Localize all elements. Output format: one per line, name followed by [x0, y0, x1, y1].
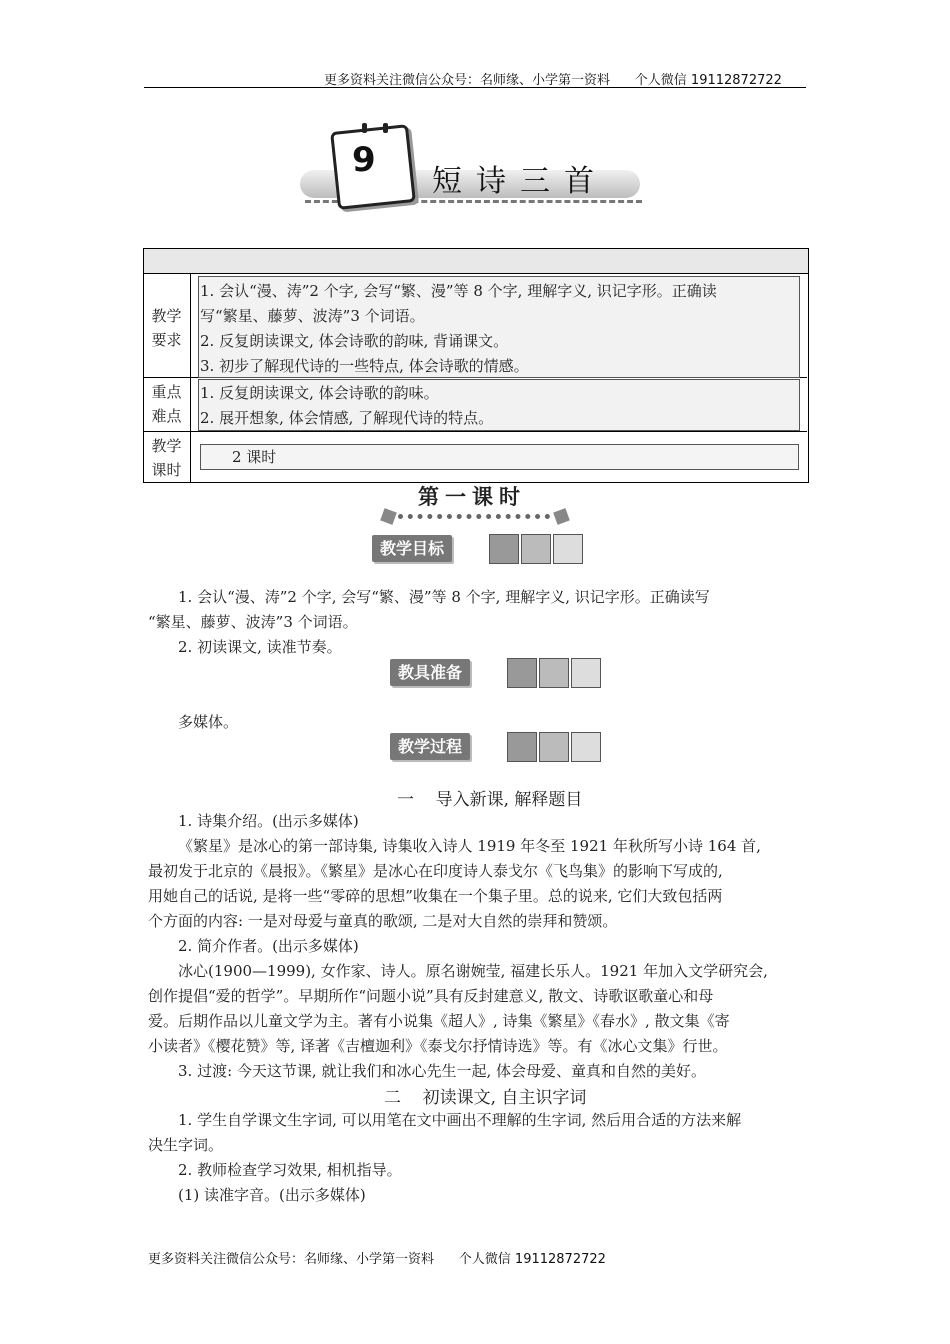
table-cell-frame — [200, 444, 799, 470]
section-title: 第一课时 — [418, 485, 526, 509]
body-line: (1) 读准字音。(出示多媒体) — [178, 1186, 366, 1204]
table-row-content: 2 课时 — [232, 448, 277, 466]
header-rule — [144, 87, 806, 88]
tag-block — [553, 534, 583, 564]
body-line: 个方面的内容: 一是对母爱与童真的歌颂, 二是对大自然的崇拜和赞颂。 — [148, 912, 618, 930]
row-label: 重点 难点 — [151, 383, 182, 425]
tag-block — [539, 658, 569, 688]
body-line: 冰心(1900—1999), 女作家、诗人。原名谢婉莹, 福建长乐人。1921 年加入文学研究会, — [178, 962, 768, 980]
goal-line: 2. 初读课文, 读准节奏。 — [178, 638, 342, 656]
table-row-content: 1. 反复朗读课文, 体会诗歌的韵味。 2. 展开想象, 体会情感, 了解现代诗的特点。 — [200, 384, 494, 427]
section-dotted-rule — [398, 514, 550, 519]
lesson-title: 短诗三首 — [432, 164, 608, 199]
body-line: 3. 过渡: 今天这节课, 就让我们和冰心先生一起, 体会母爱、童真和自然的美好。 — [178, 1062, 706, 1080]
body-line: 小读者》《樱花赞》等, 译著《吉檀迦利》《泰戈尔抒情诗选》等。有《冰心文集》行世。 — [148, 1037, 728, 1055]
part-heading: 二 初读课文, 自主识字词 — [384, 1088, 587, 1108]
tag-teaching-process: 教学过程 — [390, 733, 470, 760]
page-header: 更多资料关注微信公众号：名师缘、小学第一资料 个人微信 19112872722 — [324, 73, 782, 88]
table-row-rule — [143, 431, 807, 432]
goal-line: “繁星、藤萝、波涛”3 个词语。 — [148, 613, 358, 631]
table-row-content: 1. 会认“漫、涛”2 个字, 会写“繁、漫”等 8 个字, 理解字义, 识记字形。正确读 写“繁星、藤萝、波涛”3 个词语。 2. 反复朗读课文, 体会诗歌的韵味, 背诵课文。 3. 初步了解现代诗的一些特点, 体会诗歌的情感。 — [200, 282, 717, 375]
tag-block — [521, 534, 551, 564]
tag-block — [571, 658, 601, 688]
decor-square — [380, 508, 397, 525]
page-footer: 更多资料关注微信公众号：名师缘、小学第一资料 个人微信 19112872722 — [148, 1252, 606, 1267]
tag-block — [539, 732, 569, 762]
body-line: 决生字词。 — [148, 1136, 224, 1154]
table-header-bar — [143, 248, 809, 274]
tag-block — [507, 732, 537, 762]
decor-square — [553, 508, 570, 525]
body-line: 1. 学生自学课文生字词, 可以用笔在文中画出不理解的生字词, 然后用合适的方法来解 — [178, 1111, 742, 1129]
table-divider — [190, 274, 191, 482]
body-line: 2. 教师检查学习效果, 相机指导。 — [178, 1161, 402, 1179]
tag-block — [571, 732, 601, 762]
lesson-number: 9 — [352, 140, 376, 180]
tag-teaching-goals: 教学目标 — [372, 535, 452, 562]
tag-block — [489, 534, 519, 564]
part-heading: 一 导入新课, 解释题目 — [397, 790, 583, 810]
row-label: 教学 课时 — [151, 437, 182, 479]
row-label: 教学 要求 — [151, 307, 182, 349]
body-line: 最初发于北京的《晨报》。《繁星》是冰心在印度诗人泰戈尔《飞鸟集》的影响下写成的, — [148, 862, 723, 880]
tools-text: 多媒体。 — [178, 713, 239, 731]
tag-block — [507, 658, 537, 688]
body-line: 用她自己的话说, 是将一些“零碎的思想”收集在一个集子里。总的说来, 它们大致包括两 — [148, 887, 723, 905]
tag-teaching-tools: 教具准备 — [390, 659, 470, 686]
body-line: 创作提倡“爱的哲学”。早期所作“问题小说”具有反封建意义, 散文、诗歌讴歌童心和母 — [148, 987, 714, 1005]
body-line: 爱。后期作品以儿童文学为主。著有小说集《超人》, 诗集《繁星》《春水》, 散文集《寄 — [148, 1012, 730, 1030]
body-line: 1. 诗集介绍。(出示多媒体) — [178, 812, 359, 830]
goal-line: 1. 会认“漫、涛”2 个字, 会写“繁、漫”等 8 个字, 理解字义, 识记字形。正确读写 — [178, 588, 710, 606]
binder-rings-icon — [356, 123, 396, 133]
body-line: 《繁星》是冰心的第一部诗集, 诗集收入诗人 1919 年冬至 1921 年秋所写小诗 164 首, — [178, 837, 761, 855]
body-line: 2. 简介作者。(出示多媒体) — [178, 937, 359, 955]
